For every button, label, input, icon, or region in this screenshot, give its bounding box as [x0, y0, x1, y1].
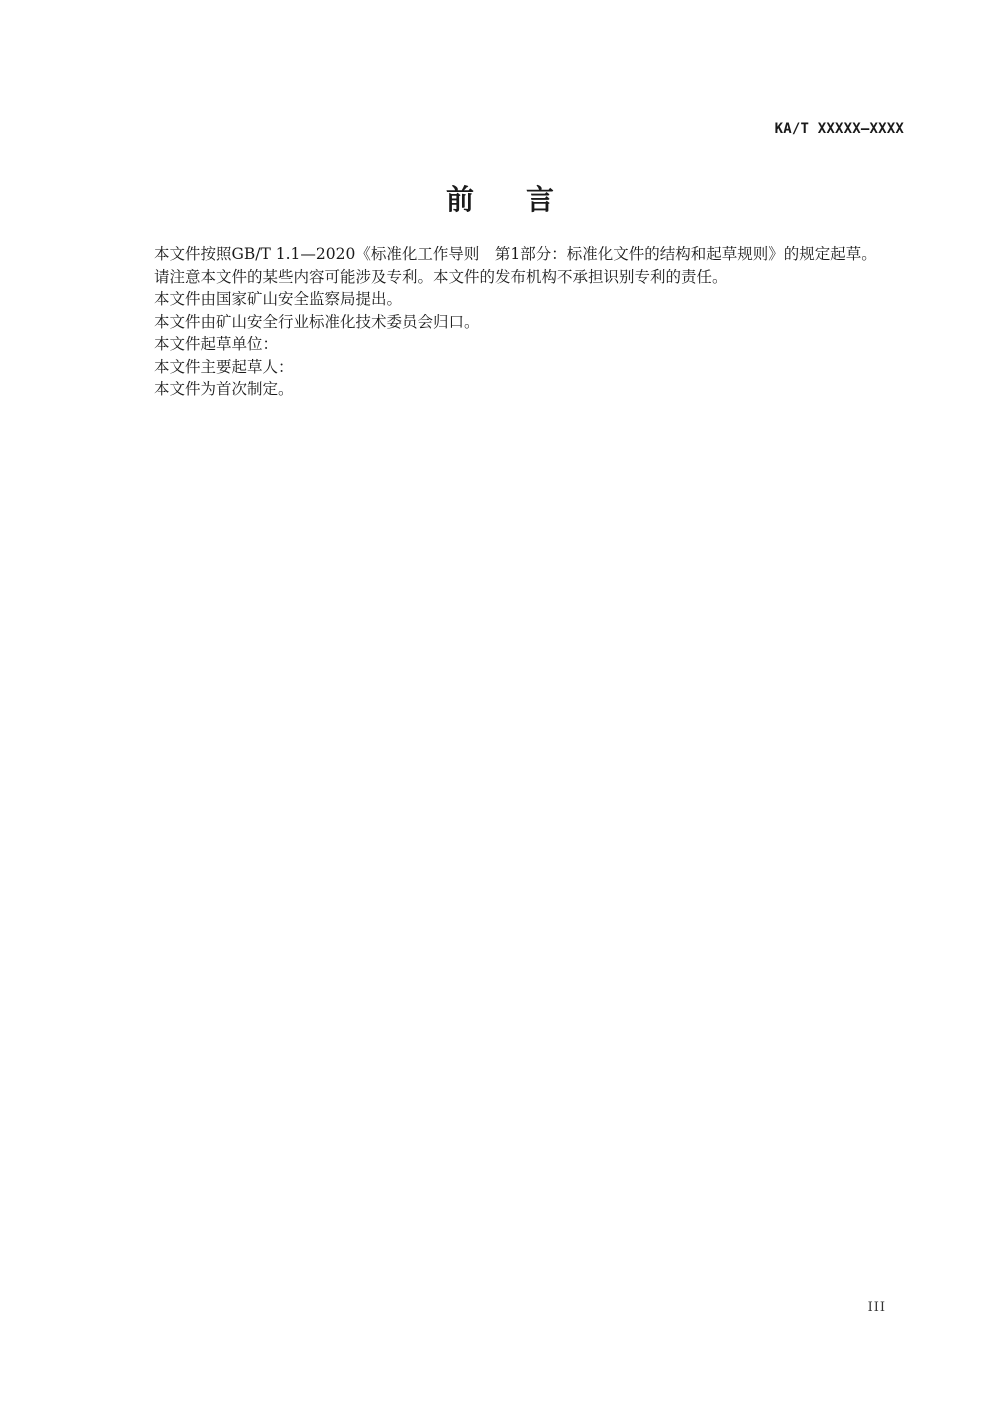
document-code: KA/T XXXXX—XXXX — [774, 121, 904, 137]
page-title: 前言 — [445, 183, 606, 216]
paragraph-drafting-units: 本文件起草单位： — [154, 335, 279, 353]
paragraph-patent-notice: 请注意本文件的某些内容可能涉及专利。本文件的发布机构不承担识别专利的责任。 — [154, 267, 728, 286]
paragraph-first-edition: 本文件为首次制定。 — [154, 380, 294, 398]
paragraph-main-drafters: 本文件主要起草人： — [154, 357, 294, 376]
paragraph-proposed-by: 本文件由国家矿山安全监察局提出。 — [154, 290, 403, 308]
foreword-body — [116, 243, 906, 401]
page-number: III — [867, 1300, 886, 1315]
paragraph-drafting-rules: 本文件按照GB/T 1.1—2020《标准化工作导则 第1部分：标准化文件的结构和起草规则》的规定起草。 — [154, 245, 877, 263]
paragraph-under-jurisdiction: 本文件由矿山安全行业标准化技术委员会归口。 — [154, 312, 480, 331]
